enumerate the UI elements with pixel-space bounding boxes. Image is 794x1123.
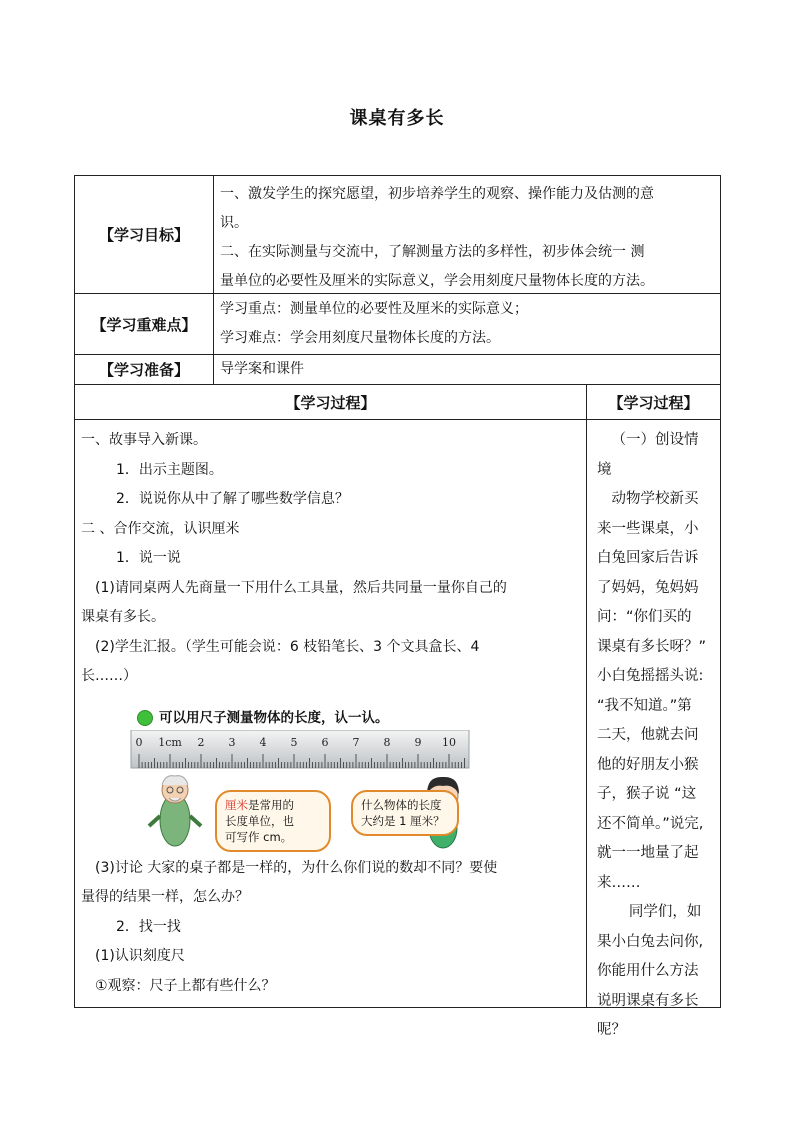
side-line: 就一一地量了起 [597, 845, 699, 861]
side-line: 你能用什么方法 [597, 963, 699, 979]
process-main [74, 419, 587, 1008]
process-line: (2)学生汇报。（学生可能会说：6 枝铅笔长、3 个文具盒长、4 [95, 638, 480, 655]
side-line: 白兔回家后告诉 [597, 550, 699, 566]
process-line: 2．说说你从中了解了哪些数学信息？ [116, 491, 349, 507]
preparation-label: 【学习准备】 [74, 354, 214, 385]
side-line: 来一些课桌，小 [597, 520, 699, 537]
process-header-right: 【学习过程】 [586, 384, 721, 420]
process-line: (3)讨论 大家的桌子都是一样的，为什么你们说的数却不同？要使 [95, 859, 498, 876]
green-dot-icon [137, 710, 153, 726]
ruler-label: 9 [414, 735, 422, 749]
lesson-table [74, 175, 721, 1038]
bubble-text: 长度单位，也 [225, 813, 294, 828]
side-line: 来…… [597, 874, 641, 891]
objectives-content [213, 175, 721, 294]
ruler-label: 5 [290, 735, 298, 749]
page-title: 课桌有多长 [349, 108, 445, 129]
side-line: 子，猴子说 “这 [597, 786, 697, 802]
key-points-label: 【学习重难点】 [74, 293, 214, 355]
objectives-line: 二、在实际测量与交流中，了解测量方法的多样性，初步体会统一 测 [220, 244, 645, 260]
side-line: 还不简单。”说完, [597, 815, 704, 832]
key-point-line: 学习重点：测量单位的必要性及厘米的实际意义； [220, 301, 528, 317]
process-line: 长……） [81, 668, 137, 684]
objectives-line: 一、激发学生的探究愿望，初步培养学生的观察、操作能力及估测的意 [220, 186, 654, 202]
side-line: （一）创设情境 [597, 432, 699, 478]
process-line: 量得的结果一样，怎么办？ [81, 889, 249, 905]
ruler-label: 10 [442, 735, 456, 749]
ruler-label: 8 [383, 735, 391, 749]
process-line: 二 、合作交流，认识厘米 [81, 520, 240, 537]
ruler-label: 4 [259, 735, 267, 749]
side-line: 同学们，如 [628, 904, 702, 920]
side-line: 了妈妈，兔妈妈 [597, 579, 699, 596]
bubble-text: 是常用的 [248, 797, 294, 812]
ruler-label: 2 [197, 735, 205, 749]
ruler-label: 6 [321, 735, 329, 749]
ruler-label: 1cm [158, 735, 182, 749]
process-line: 1．出示主题图。 [116, 461, 223, 478]
objectives-line: 识。 [220, 215, 248, 231]
process-line: 1．说一说 [116, 550, 181, 566]
objectives-line: 量单位的必要性及厘米的实际意义，学会用刻度尺量物体长度的方法。 [220, 273, 654, 289]
bubble-text: 可写作 cm。 [225, 829, 293, 844]
process-line: 2．找一找 [116, 918, 181, 935]
teacher-speech-bubble [215, 790, 331, 852]
process-line: 一、故事导入新课。 [81, 432, 207, 448]
bubble-highlight: 厘米 [225, 797, 248, 812]
process-line: (1)请同桌两人先商量一下用什么工具量，然后共同量一量你自己的 [95, 579, 507, 596]
ruler-label: 7 [352, 735, 360, 749]
side-line: 呢？ [597, 1022, 626, 1038]
ruler-illustration [125, 698, 575, 850]
key-point-line: 学习难点：学会用刻度尺量物体长度的方法。 [220, 330, 500, 346]
process-header-left: 【学习过程】 [74, 384, 587, 420]
process-line: 课桌有多长。 [81, 609, 165, 625]
preparation-content: 导学案和课件 [213, 354, 721, 385]
side-line: “我不知道。”第 [597, 697, 692, 714]
key-points-content [213, 293, 721, 355]
process-line: (1)认识刻度尺 [95, 948, 185, 964]
ruler-label: 3 [228, 735, 236, 749]
ruler-label: 0 [135, 735, 143, 749]
ruler [131, 730, 469, 768]
student-speech-bubble [351, 790, 459, 836]
side-line: 说明课桌有多长 [597, 992, 699, 1009]
side-line: 二天，他就去问 [597, 727, 699, 743]
side-line: 课桌有多长呀？” [597, 638, 707, 655]
process-side [586, 419, 721, 1038]
bubble-text: 什么物体的长度 [361, 797, 442, 812]
side-line: 问：“你们买的 [597, 609, 692, 625]
side-line: 动物学校新买 [611, 491, 699, 507]
process-line: ①观察：尺子上都有些什么？ [95, 977, 276, 994]
objectives-label: 【学习目标】 [74, 175, 214, 294]
side-line: 他的好朋友小猴 [597, 756, 699, 773]
illustration-caption-text: 可以用尺子测量物体的长度，认一认。 [159, 709, 389, 726]
side-line: 小白兔摇摇头说: [597, 668, 704, 684]
bubble-text: 大约是 1 厘米？ [361, 813, 445, 828]
teacher-figure-icon [149, 775, 201, 845]
ruler-scene [125, 730, 575, 850]
side-line: 果小白兔去问你, [597, 933, 704, 950]
